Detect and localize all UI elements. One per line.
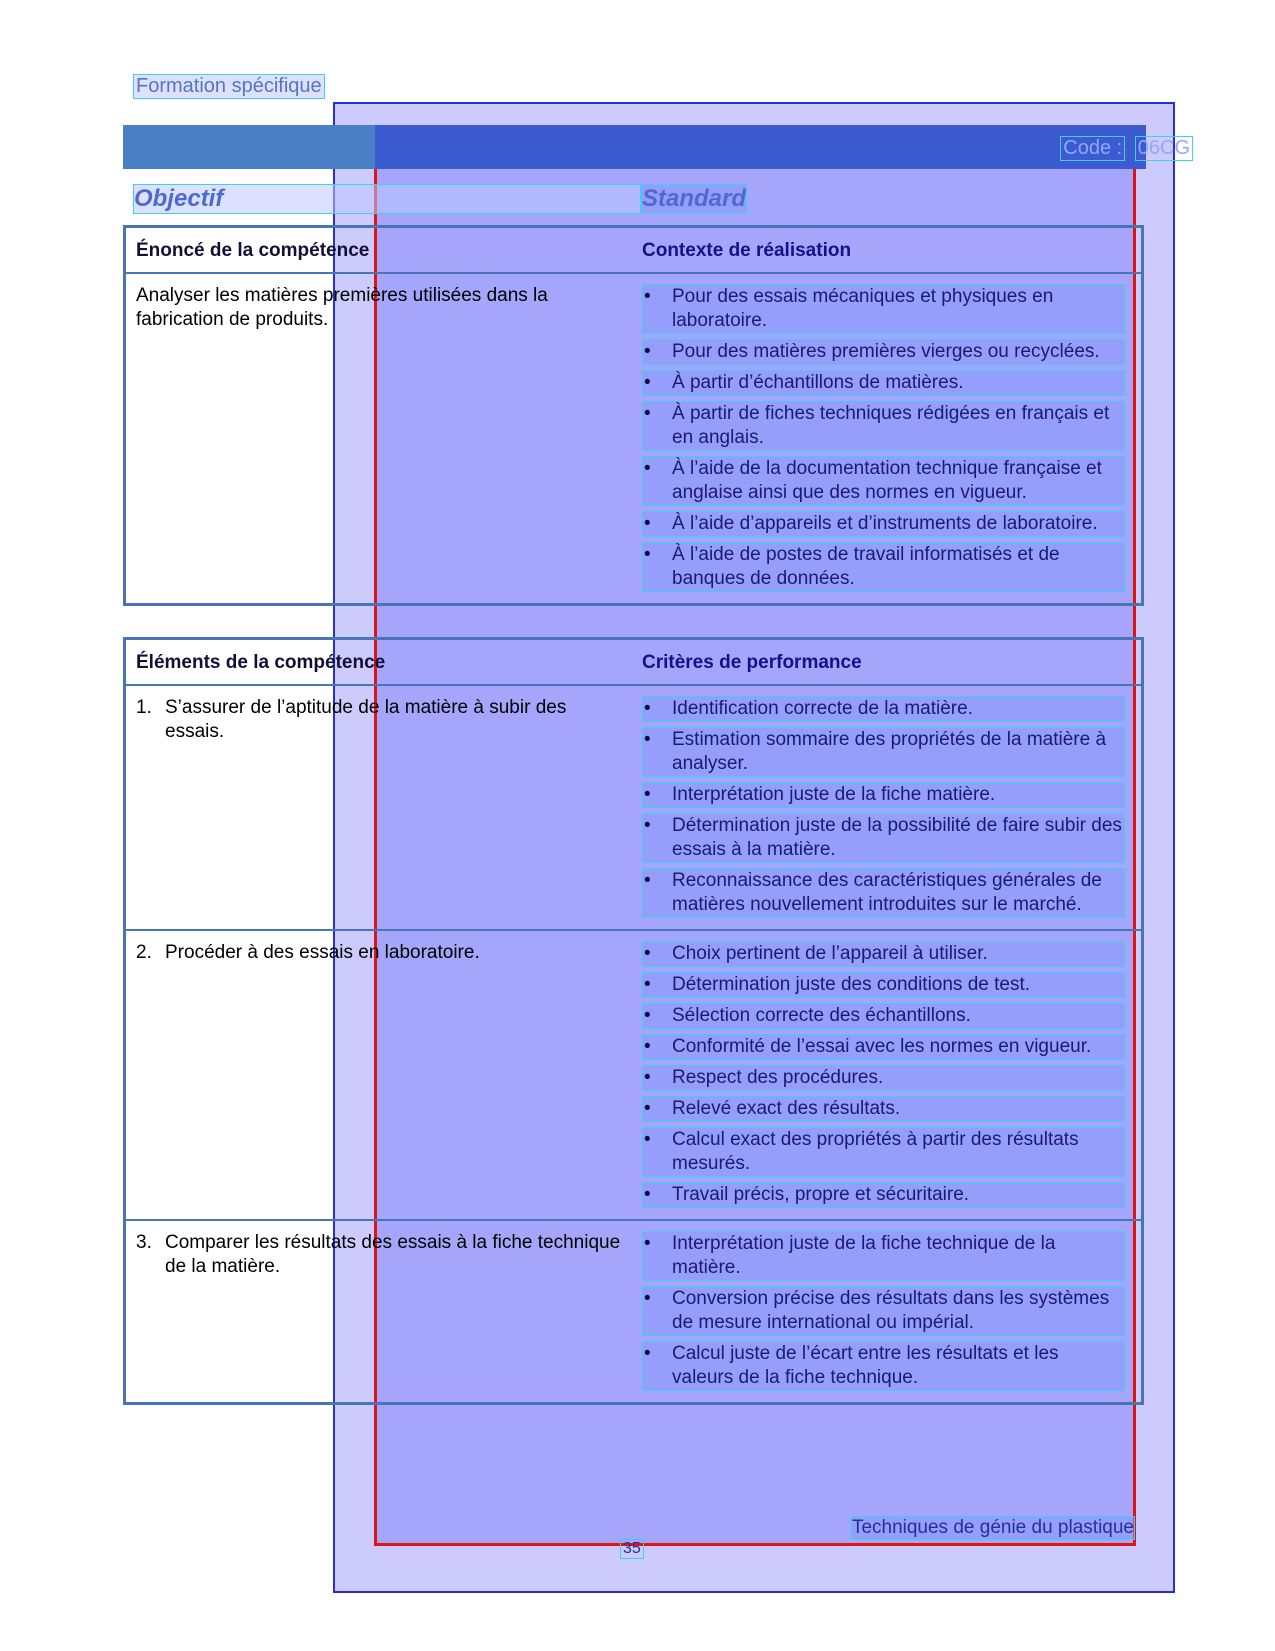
code-bar xyxy=(123,125,1146,169)
element-row xyxy=(126,1221,1141,1402)
criterion-item: • Conformité de l’essai avec les normes en vigueur. xyxy=(642,1034,1125,1060)
element-label: S’assurer de l’aptitude de la matière à subir des essais. xyxy=(165,697,567,742)
header-enonce: Énoncé de la compétence xyxy=(136,240,370,261)
header-criteres: Critères de performance xyxy=(642,652,862,673)
context-item: • À l’aide d’appareils et d’instruments de laboratoire. xyxy=(642,511,1125,537)
context-item: • Pour des essais mécaniques et physiques en laboratoire. xyxy=(642,284,1125,334)
context-item: • À partir de fiches techniques rédigées en français et en anglais. xyxy=(642,401,1125,451)
header-elements: Éléments de la compétence xyxy=(136,652,386,673)
header-contexte: Contexte de réalisation xyxy=(642,240,852,261)
section-label: Formation spécifique xyxy=(133,74,325,99)
criterion-item: • Interprétation juste de la fiche matière. xyxy=(642,782,1125,808)
code-label-text: Code : xyxy=(1060,136,1125,161)
element-number: 3. xyxy=(136,1232,152,1253)
context-list xyxy=(642,274,1141,603)
element-number: 2. xyxy=(136,942,152,963)
criteria-list xyxy=(642,686,1141,929)
context-item: • À partir d’échantillons de matières. xyxy=(642,370,1125,396)
element-label: Comparer les résultats des essais à la fiche technique de la matière. xyxy=(165,1232,621,1277)
code-value: 06CG xyxy=(1135,136,1193,161)
table1-header xyxy=(126,228,1141,274)
heading-standard: Standard xyxy=(642,185,747,212)
table1-row xyxy=(126,274,1141,603)
heading-objectif: Objectif xyxy=(133,184,641,214)
element-row xyxy=(126,686,1141,931)
footer-program: Techniques de génie du plastique xyxy=(851,1517,1134,1538)
context-item: • Pour des matières premières vierges ou recyclées. xyxy=(642,339,1125,365)
criterion-item: • Détermination juste de la possibilité de faire subir des essais à la matière. xyxy=(642,813,1125,863)
criterion-item: • Reconnaissance des caractéristiques générales de matières nouvellement introduites sur le marché. xyxy=(642,868,1125,918)
element-text xyxy=(136,696,626,744)
criterion-item: • Calcul exact des propriétés à partir des résultats mesurés. xyxy=(642,1127,1125,1177)
criterion-item: • Détermination juste des conditions de test. xyxy=(642,972,1125,998)
criterion-item: • Respect des procédures. xyxy=(642,1065,1125,1091)
criterion-item: • Sélection correcte des échantillons. xyxy=(642,1003,1125,1029)
criterion-item: • Interprétation juste de la fiche technique de la matière. xyxy=(642,1231,1125,1281)
competence-statement-table xyxy=(123,225,1144,606)
element-number: 1. xyxy=(136,697,152,718)
context-item: • À l’aide de postes de travail informatisés et de banques de données. xyxy=(642,542,1125,592)
context-item: • À l’aide de la documentation technique française et anglaise ainsi que des normes en vigueur. xyxy=(642,456,1125,506)
element-text xyxy=(136,941,626,965)
criterion-item: • Calcul juste de l’écart entre les résultats et les valeurs de la fiche technique. xyxy=(642,1341,1125,1391)
criterion-item: • Conversion précise des résultats dans les systèmes de mesure international ou impérial. xyxy=(642,1286,1125,1336)
criterion-item: • Identification correcte de la matière. xyxy=(642,696,1125,722)
element-label: Procéder à des essais en laboratoire. xyxy=(165,942,480,963)
page-number: 35 xyxy=(620,1539,644,1559)
criteria-list xyxy=(642,1221,1141,1402)
criterion-item: • Estimation sommaire des propriétés de la matière à analyser. xyxy=(642,727,1125,777)
criterion-item: • Travail précis, propre et sécuritaire. xyxy=(642,1182,1125,1208)
element-text xyxy=(136,1231,626,1279)
criteria-list xyxy=(642,931,1141,1219)
criterion-item: • Choix pertinent de l’appareil à utiliser. xyxy=(642,941,1125,967)
competence-statement: Analyser les matières premières utilisées dans la fabrication de produits. xyxy=(136,285,548,330)
element-row xyxy=(126,931,1141,1221)
criterion-item: • Relevé exact des résultats. xyxy=(642,1096,1125,1122)
competence-elements-table xyxy=(123,637,1144,1405)
code-label xyxy=(1056,136,1193,161)
table2-header xyxy=(126,640,1141,686)
